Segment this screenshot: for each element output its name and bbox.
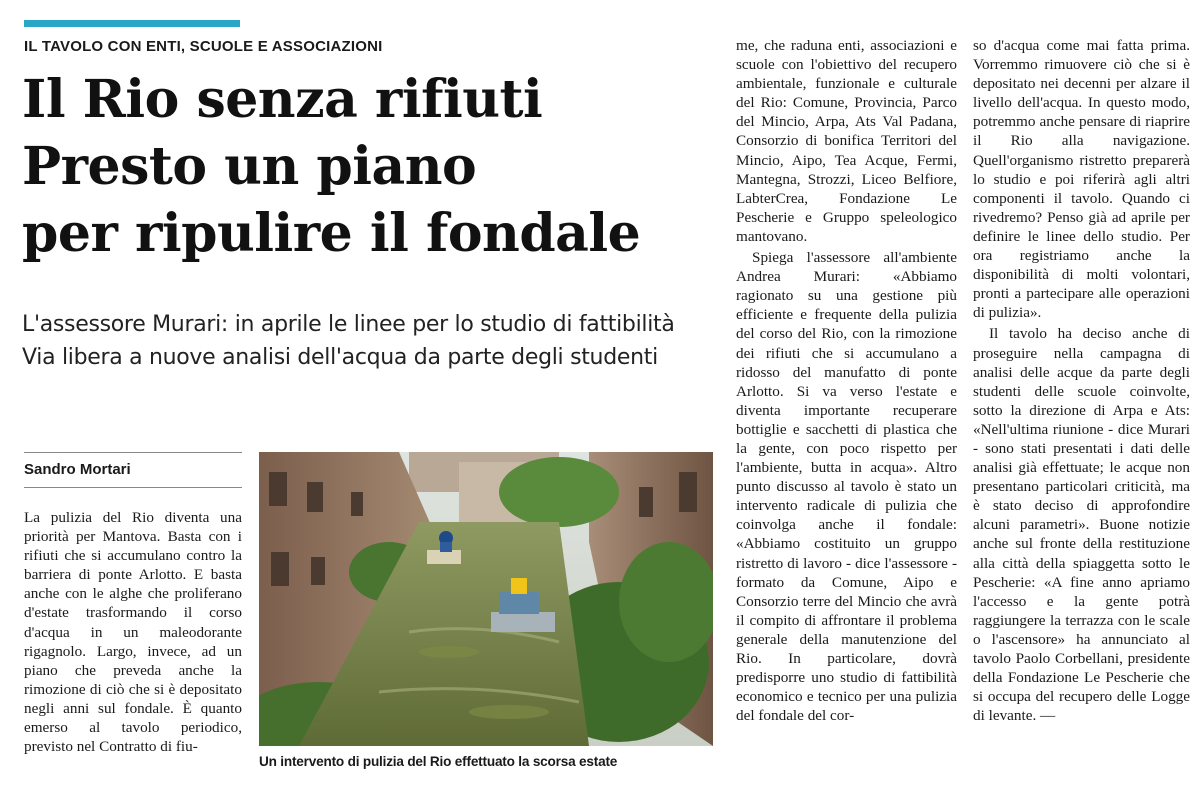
river-canal-cleanup-photo [259, 452, 713, 746]
article-column-2 [736, 36, 957, 792]
byline-rule [24, 487, 242, 488]
photo-caption: Un intervento di pulizia del Rio effettuato la scorsa estate [259, 754, 618, 769]
paragraph: La pulizia del Rio diventa una priorità per Mantova. Basta con i rifiuti che si accumulano contro la barriera di ponte Arlotto. E basta anche con le alghe che proliferano d'estate trasformando il corso d'acqua in un maleodorante rigagnolo. Largo, invece, ad un piano che preveda anche la rimozione di ciò che si è depositato negli anni sul fondale. È quanto emerso al tavolo periodico, previsto nel Contratto di fiu- [24, 509, 242, 756]
byline-rule [24, 452, 242, 453]
headline-line: Il Rio senza rifiuti [22, 69, 543, 130]
article-column-1 [24, 508, 242, 790]
article-photo [259, 452, 713, 746]
paragraph: so d'acqua come mai fatta prima. Vorremmo rimuovere ciò che si è depositato nei decenni per alzare il livello dell'acqua. In questo modo, potremmo anche pensare di riaprire il Rio alla navigazione. Quell'organismo ristretto preparerà lo studio e poi riferirà agli altri componenti il tavolo. Quando ci rivedremo? Penso già ad aprile per definire le linee dello studio. Per ora registriamo anche la disponibilità di molti volontari, pronti a partecipare alle operazioni di pulizia». [973, 37, 1190, 322]
paragraph: me, che raduna enti, associazioni e scuole con l'obiettivo del recupero ambientale, funzionale e culturale del Rio: Comune, Provincia, Parco del Mincio, Arpa, Ats Val Padana, Consorzio di bonifica Territori del Mincio, Aipo, Tea Acque, Fermi, Mantegna, Strozzi, Liceo Belfiore, LabterCrea, Fondazione Le Pescherie e Gruppo speleologico mantovano. [736, 37, 957, 245]
subheadline [22, 308, 722, 374]
headline-line: Presto un piano [22, 136, 477, 197]
article-column-3 [973, 36, 1190, 792]
section-accent-bar [24, 20, 240, 27]
paragraph: Spiega l'assessore all'ambiente Andrea Murari: «Abbiamo ragionato su una gestione più efficiente e frequente della pulizia del corso del Rio, con la rimozione dei rifiuti che si accumulano a ridosso del manufatto di ponte Arlotto. Si va verso l'estate e diventa importante recuperare bottiglie e sacchetti di plastica che la gente, con poco rispetto per l'ambiente, butta in acqua». Altro punto discusso al tavolo è stato un intervento radicale di pulizia che coinvolga anche il fondale: «Abbiamo costituito un gruppo ristretto di lavoro - dice l'assessore - formato da Comune, Aipo e Consorzio terre del Mincio che avrà il compito di affrontare il problema generale della manutenzione del Rio. In particolare, dovrà predisporre uno studio di fattibilità economico e tecnico per una pulizia del fondale del cor- [736, 249, 957, 725]
headline-line: per ripulire il fondale [22, 203, 641, 264]
byline: Sandro Mortari [24, 461, 131, 478]
subhead-line: Via libera a nuove analisi dell'acqua da parte degli studenti [22, 345, 658, 370]
headline [22, 66, 722, 267]
paragraph: Il tavolo ha deciso anche di proseguire nella campagna di analisi delle acque da parte degli studenti delle scuole coinvolte, sotto la direzione di Arpa e Ats: «Nell'ultima riunione - dice Murari - sono stati presentati i dati delle analisi già effettuate; le acque non presentano particolari criticità, ma è stato deciso di approfondire alcuni parametri». Buone notizie anche sul fronte della restituzione alla città della spiaggetta sotto le Pescherie: «A fine anno apriamo l'accesso e la gente potrà raggiungere la terrazza con le scale o l'ascensore» ha annunciato al tavolo Paolo Corbellani, presidente della Fondazione Le Pescherie che si occupa del recupero delle Logge di levante. — [973, 325, 1190, 725]
subhead-line: L'assessore Murari: in aprile le linee per lo studio di fattibilità [22, 312, 675, 337]
kicker: IL TAVOLO CON ENTI, SCUOLE E ASSOCIAZIONI [24, 38, 383, 55]
